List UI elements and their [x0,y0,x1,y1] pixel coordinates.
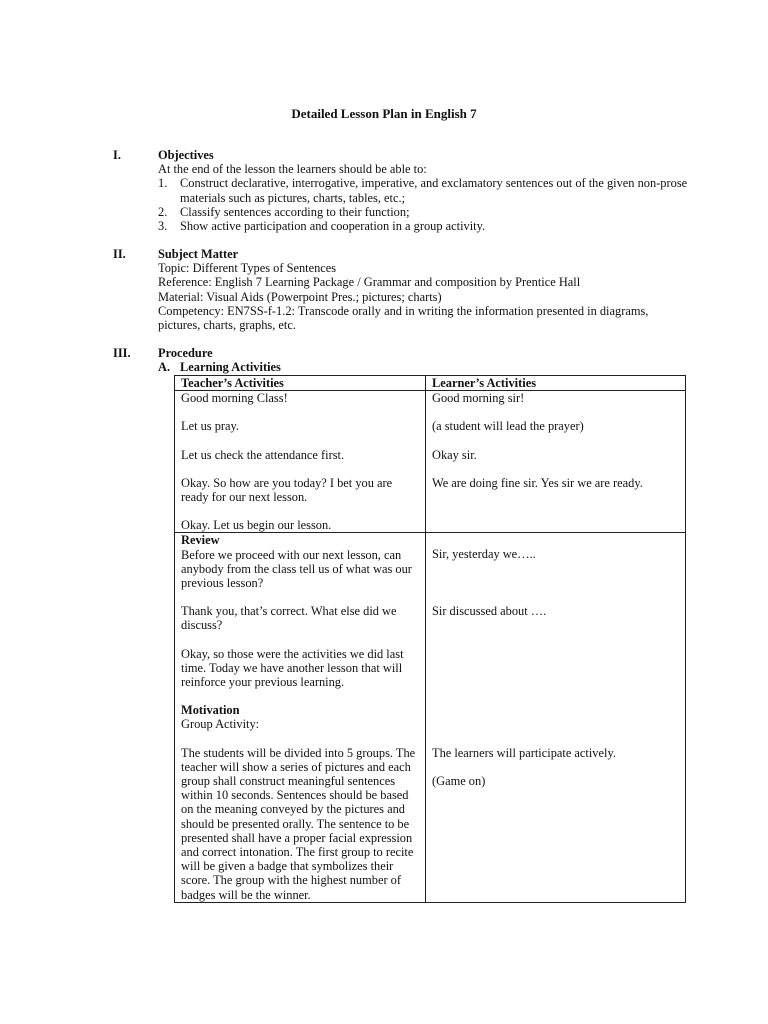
teacher-line: Okay, so those were the activities we did last time. Today we have another lesson that will reinforce your previous learning. [181,646,404,690]
table-header-row [175,376,686,391]
table-row [175,533,686,902]
material-line: Material: Visual Aids (Powerpoint Pres.; pictures; charts) [158,289,442,304]
learner-line: Okay sir. [432,447,477,462]
teacher-line: The students will be divided into 5 groups. The teacher will show a series of pictures and each group shall construct meaningful sentences within 10 seconds. Sentences should be based on the meaning conveyed by the pictures and should be presented orally. The sentence to be presented shall have a proper facial expression and correct intonation. The first group to recite will be given a badge that symbolizes their score. The group with the highest number of badges will be the winner. [181,745,416,902]
learner-column-header: Learner’s Activities [426,376,686,391]
teacher-line: Good morning Class! [181,391,288,406]
teacher-line: Okay. So how are you today? I bet you are ready for our next lesson. [181,475,393,505]
objective-item: 3. Show active participation and cooperation in a group activity. [158,219,486,234]
teacher-line: Let us pray. [181,419,240,434]
teacher-line: Thank you, that’s correct. What else did we discuss? [181,604,397,633]
objectives-heading: Objectives [158,148,214,162]
teacher-column-header: Teacher’s Activities [175,376,426,391]
procedure-heading: Procedure [158,346,213,360]
section-numeral: II. [113,247,126,261]
topic-line: Topic: Different Types of Sentences [158,261,337,276]
learner-line: (Game on) [432,774,486,789]
teacher-line: Before we proceed with our next lesson, can anybody from the class tell us of what was our previous lesson? [181,547,412,591]
motivation-heading: Motivation [181,703,240,718]
objective-item: 2. Classify sentences according to their function; [158,204,410,219]
learner-cell [426,391,686,533]
teacher-cell [175,391,426,533]
learner-line: Sir, yesterday we….. [432,547,536,562]
objectives-intro: At the end of the lesson the learners should be able to: [158,162,427,177]
table-row [175,391,686,533]
section-numeral: III. [113,346,131,360]
teacher-line: Okay. Let us begin our lesson. [181,518,332,533]
teacher-line: Let us check the attendance first. [181,447,345,462]
subject-matter-heading: Subject Matter [158,247,239,261]
learner-cell [426,533,686,902]
competency-line: Competency: EN7SS-f-1.2: Transcode orally and in writing the information presented in diagrams, pictures, charts, graphs, etc. [158,303,649,333]
activities-table [174,375,686,903]
learning-activities-heading: A. Learning Activities [158,360,281,375]
learner-line: We are doing fine sir. Yes sir we are ready. [432,475,643,490]
group-activity-label: Group Activity: [181,717,260,732]
review-heading: Review [181,533,220,548]
section-numeral: I. [113,148,121,162]
document-title: Detailed Lesson Plan in English 7 [291,106,477,121]
learner-line: (a student will lead the prayer) [432,419,584,434]
objective-item: 1. Construct declarative, interrogative, imperative, and exclamatory sentences out of the given non-prose materials such as pictures, charts, tables, etc.; [158,176,688,205]
learner-line: The learners will participate actively. [432,745,616,760]
objectives-list [158,176,688,233]
reference-line: Reference: English 7 Learning Package / Grammar and composition by Prentice Hall [158,275,581,290]
learner-line: Sir discussed about …. [432,603,547,618]
learner-line: Good morning sir! [432,391,525,406]
teacher-cell [175,533,426,902]
